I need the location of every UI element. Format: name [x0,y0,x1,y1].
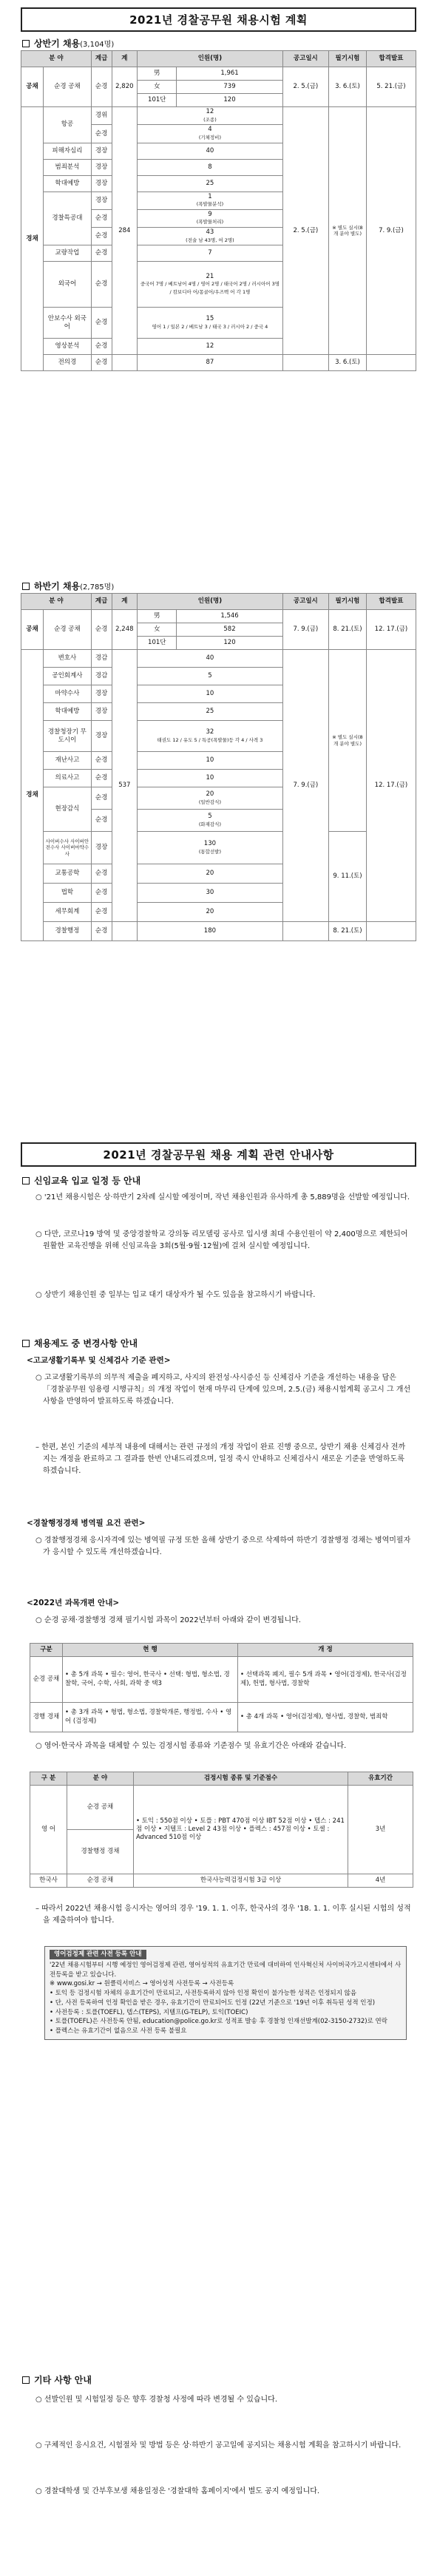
subject-cat: 경행 경채 [30,1703,63,1732]
career-rank: 경장 [91,685,112,703]
career-rank: 경장 [91,191,112,209]
notice-line: • 토플(TOEFL)은 사전등록 안됨, education@police.go.kr로 성적표 발송 후 경찰청 인재선발계(02-3150-2732)로 연락 [50,2018,387,2026]
career-rank: 경장 [91,703,112,721]
career-result: 12. 17.(금) [366,650,416,922]
career-count: 5 (화재감식) [138,810,282,832]
career-result-blank [366,922,416,941]
sec2-sub3-title: <2022년 과목개편 안내> [27,1599,120,1607]
public-rank: 순경 [91,67,112,107]
checkbox-icon [22,1177,30,1184]
career-rank: 순경 [91,864,112,884]
career-field: 영상분석 [44,339,92,355]
public-total: 2,820 [112,67,138,107]
career-count: 7 [138,245,282,262]
career-count: 20 [138,903,282,922]
career-field: 항공 [44,107,92,143]
sec2-heading: 채용제도 중 변경사항 안내 [22,1337,138,1349]
public-label: 공채 [21,610,44,650]
career-field: 교량작업 [44,245,92,262]
career-field: 학대예방 [44,703,92,721]
header-notice: 공고일시 [282,594,328,610]
header-total: 계 [112,51,138,67]
corps-count: 120 [177,637,282,650]
career-field: 현장감식 [44,787,92,832]
public-field: 순경 공채 [44,610,92,650]
career-field: 경찰특공대 [44,191,92,245]
career-rank: 경장 [91,159,112,175]
header-valid: 유효기간 [348,1772,413,1786]
notice-line: '22년 채용시험부터 시행 예정인 영어검정제 관련, 영어성적의 유효기간 만료에 대비하여 인사혁신처 사이버국가고시센터에서 사전등록을 받고 있습니다. [50,1961,402,1979]
public-exam: 3. 6.(토) [329,67,367,107]
career-rank: 순경 [91,922,112,941]
notice-line: • 사전등록 : 토플(TOEFL), 텝스(TEPS), 지텔프(G-TELP), 토익(TOEIC) [50,2008,248,2016]
public-field: 순경 공채 [44,67,92,107]
test-standard-table [30,1772,413,1888]
test-field: 경찰행정 경채 [67,1830,134,1874]
career-count: 9 (폭발물처리) [138,209,282,227]
career-count: 4 (기체정비) [138,125,282,143]
career-label: 경채 [21,650,44,941]
checkbox-icon [22,40,30,47]
notice-line: • 단, 사전 등록하여 인정 확인을 받은 경우, 유효기간이 만료되어도 인정 (22년 기준으로 '19년 이후 취득된 성적 인정) [50,1999,376,2007]
header-tests: 검정시험 종류 및 기준점수 [134,1772,348,1786]
subject-current: • 총 5개 과목 • 필수: 영어, 한국사 • 선택: 형법, 형소법, 경찰학, 국어, 수학, 사회, 과학 중 택3 [63,1657,238,1703]
public-notice: 2. 5.(금) [282,67,328,107]
public-label: 공채 [21,67,44,107]
first-half-heading: 상반기 채용(3,104명) [22,37,114,50]
career-count: 30 [138,884,282,903]
notice-line: • 토익 등 검정시험 자체의 유효기간이 만료되고, 사전등록하지 않아 인정 확인이 불가능한 성적은 인정되지 않음 [50,1990,357,1997]
female-count: 582 [177,623,282,637]
header-current: 현 행 [63,1644,238,1657]
public-total: 2,248 [112,610,138,650]
career-total-blank [112,355,138,371]
checkbox-icon [22,2376,30,2384]
career-count: 15 영어 1 / 일본 2 / 베트남 3 / 태국 3 / 러시아 2 / 중국 4 [138,308,282,339]
corps-count: 120 [177,94,282,107]
sec2-sub3-followup: – 따라서 2022년 채용시험 응시자는 영어의 경우 '19. 1. 1. 이후, 한국사의 경우 '18. 1. 1. 이후 실시된 시험의 성적을 제출하여야 합니다. [35,1905,411,1925]
subject-change-table [30,1643,413,1732]
career-rank: 경장 [91,832,112,864]
header-result: 합격발표 [366,51,416,67]
career-count: 12 (조종) [138,107,282,125]
test-valid: 4년 [348,1874,413,1888]
career-rank: 순경 [91,903,112,922]
career-field: 세무회계 [44,903,92,922]
career-count: 1 (폭발물분석) [138,191,282,209]
header-new: 개 정 [238,1644,413,1657]
checkbox-icon [22,583,30,590]
female-count: 739 [177,81,282,94]
male-label: 男 [138,610,177,623]
second-half-table [21,593,416,941]
test-field: 순경 공채 [67,1874,134,1888]
sec3-heading: 기타 사항 안내 [22,2373,92,2386]
sec1-item: ○ 다만, 코로나19 방역 및 중앙경찰학교 강의동 리모델링 공사로 입시생 최대 수용인원이 약 2,400명으로 제한되어 원활한 교육진행을 위해 신임교육을 3회(5월·9월·12월)에 걸쳐 실시할 예정입니다. [35,1230,408,1250]
career-count: 12 [138,339,282,355]
career-rank: 순경 [91,752,112,770]
career-rank: 경감 [91,668,112,685]
notice-line: • 플렉스는 유효기간이 없음으로 사전 등록 불필요 [50,2027,187,2035]
test-list: 한국사능력검정시험 3급 이상 [134,1874,348,1888]
sec2-sub3-intro: ○ 순경 공채·경찰행정 경채 필기시험 과목이 2022년부터 아래와 같이 변경됩니다. [35,1616,301,1624]
header-rank: 계급 [91,594,112,610]
sec1-item: ○ 상반기 채용인원 중 일부는 입교 대기 대상자가 될 수도 있음을 참고하시기 바랍니다. [35,1291,316,1299]
second-half-heading: 하반기 채용(2,785명) [22,580,114,592]
public-exam: 8. 21.(토) [329,610,367,650]
career-total: 284 [112,107,138,355]
header-field: 분 야 [21,51,92,67]
career-count: 20 [138,864,282,884]
career-rank: 순경 [91,770,112,787]
header-cat: 구분 [30,1644,63,1657]
public-result: 12. 17.(금) [366,610,416,650]
career-rank: 경장 [91,175,112,191]
career-field: 사이버수사 사이버안전수사 사이버마약수사 [44,832,92,864]
header-cat: 구 분 [30,1772,67,1786]
career-count: 40 [138,143,282,159]
male-count: 1,961 [177,67,282,81]
career-count: 25 [138,703,282,721]
corps-label: 101단 [138,637,177,650]
career-field: 학대예방 [44,175,92,191]
career-notice: 2. 5.(금) [282,107,328,355]
header-count: 인원(명) [138,51,282,67]
career-rank: 순경 [91,787,112,810]
career-field: 안보수사 외국어 [44,308,92,339]
public-notice: 7. 9.(금) [282,610,328,650]
career-exam: ※ 별도 실시(8개 분야 별도) [329,650,367,832]
career-rank: 순경 [91,355,112,371]
career-count: 87 [138,355,282,371]
female-label: 女 [138,623,177,637]
career-count: 40 [138,650,282,668]
career-field: 경찰행정 [44,922,92,941]
career-rank: 순경 [91,125,112,143]
sec2-sub1-title: <고교생활기록부 및 신체검사 기준 관련> [27,1356,171,1365]
first-half-table [21,50,416,371]
sec2-sub2-title: <경찰행정경채 병역필 요건 관련> [27,1519,146,1528]
subject-cat: 순경 공채 [30,1657,63,1703]
career-notice-blank [282,922,328,941]
career-count: 32 태권도 12 / 유도 5 / 특공(폭발물)등 각 4 / 사격 3 [138,721,282,752]
career-count: 20 (일반감식) [138,787,282,810]
career-count: 10 [138,685,282,703]
career-field: 공인회계사 [44,668,92,685]
public-rank: 순경 [91,610,112,650]
career-count: 180 [138,922,282,941]
notice-line: ※ www.gosi.kr → 원클릭서비스 → 영어성적 사전등록 → 사전등록 [50,1980,234,1988]
career-rank: 순경 [91,209,112,227]
sec1-item: ○ '21년 채용시험은 상·하반기 2차례 실시할 예정이며, 작년 채용인원과 유사하게 총 5,889명을 선발할 예정입니다. [35,1193,410,1201]
test-list: • 토익 : 550점 이상 • 토플 : PBT 470점 이상 IBT 52점 이상 • 텝스 : 241점 이상 • 지텔프 : Level 2 43점 이상 • 플렉스 : 457점 이상 • 토셀 : Advanced 510점 이상 [134,1786,348,1874]
career-label: 경채 [21,107,44,371]
career-count: 10 [138,752,282,770]
sec1-heading: 신임교육 입교 일정 등 안내 [22,1174,140,1187]
header-notice: 공고일시 [282,51,328,67]
career-exam: ※ 별도 실시(8개 분야 별도) [329,107,367,355]
career-count: 8 [138,159,282,175]
career-field: 법학 [44,884,92,903]
career-rank: 순경 [91,810,112,832]
test-field: 순경 공채 [67,1786,134,1830]
header-exam: 필기시험 [329,51,367,67]
career-rank: 순경 [91,339,112,355]
header-total: 계 [112,594,138,610]
header-result: 합격발표 [366,594,416,610]
sec2-sub1-item: ○ 고교생활기록부의 의무적 제출을 폐지하고, 사지의 완전성·사시증신 등 신체검사 기준을 개선하는 내용을 담은 「경찰공무원 임용령 시행규칙」의 개정 작업이 현재 마무리 단계에 있으며, 2.5.(금) 채용시험계획 공고시 그 개선사항을 반영하여 발표하도록 하겠습니다. [35,1374,411,1406]
english-register-notice [44,1946,407,2040]
subject-new: • 선택과목 폐지, 필수 5개 과목 • 영어(검정제), 한국사(검정제), 헌법, 형사법, 경찰학 [238,1657,413,1703]
sec3-item: ○ 선발인원 및 시험일정 등은 향후 경찰청 사정에 따라 변경될 수 있습니다. [35,2396,278,2404]
test-cat: 영 어 [30,1786,67,1874]
career-rank: 경장 [91,721,112,752]
career-count: 43 (전술 남 43명, 여 2명) [138,228,282,245]
career-rank: 경위 [91,107,112,125]
page1-title: 2021년 경찰공무원 채용시험 계획 [21,7,416,32]
sec2-sub2-item: ○ 경찰행정경채 응시자격에 있는 병역필 규정 또한 올해 상반기 중으로 삭제하여 하반기 경찰행정 경채는 병역미필자가 응시할 수 있도록 개선하겠습니다. [35,1536,411,1556]
sec2-sub1-item: – 한편, 본인 기준의 세부적 내용에 대해서는 관련 규정의 개정 작업이 완료 진행 중으로, 상반기 채용 신체검사 전까지는 개정을 완료하고 그 결과를 한번 안내드리겠으며, 일정 죽시 안내하고 신체검사시 새로운 기준을 반영하도록 하겠습니다. [35,1443,406,1475]
career-count: 21 중국어 7명 / 베트남어 4명 / 영어 2명 / 태국어 2명 / 러시아어 3명 / 캄보디아 어/몽골어/우즈벡 어 각 1명 [138,262,282,308]
career-total-blank [112,922,138,941]
career-rank: 순경 [91,262,112,308]
public-result: 5. 21.(금) [366,67,416,107]
notice-head: 영어검정제 관련 사전 등록 안내 [50,1950,146,1959]
career-last-exam: 8. 21.(토) [329,922,367,941]
header-exam: 필기시험 [329,594,367,610]
career-traffic-exam: 9. 11.(토) [329,832,367,922]
career-rank: 순경 [91,884,112,903]
career-field: 재난사고 [44,752,92,770]
career-count: 130 (통합선발) [138,832,282,864]
career-result-blank [366,355,416,371]
career-result: 7. 9.(금) [366,107,416,355]
male-label: 男 [138,67,177,81]
career-total: 537 [112,650,138,922]
career-notice-blank [282,355,328,371]
career-count: 25 [138,175,282,191]
career-rank: 경장 [91,143,112,159]
career-field: 피해자심리 [44,143,92,159]
career-field: 범죄분석 [44,159,92,175]
female-label: 女 [138,81,177,94]
career-rank: 순경 [91,245,112,262]
career-notice: 7. 9.(금) [282,650,328,922]
header-field: 분 야 [67,1772,134,1786]
career-field: 외국어 [44,262,92,308]
subject-current: • 총 3개 과목 • 형법, 형소법, 경찰학개론, 행정법, 수사 • 영어 (검정제) [63,1703,238,1732]
header-count: 인원(명) [138,594,282,610]
career-field: 전의경 [44,355,92,371]
career-rank: 순경 [91,308,112,339]
header-rank: 계급 [91,51,112,67]
career-field: 교통공학 [44,864,92,884]
career-count: 5 [138,668,282,685]
subject-new: • 총 4개 과목 • 영어(검정제), 형사법, 경찰학, 범죄학 [238,1703,413,1732]
career-field: 마약수사 [44,685,92,703]
career-field: 경찰청장기 무도시이 [44,721,92,752]
career-count: 10 [138,770,282,787]
test-cat: 한국사 [30,1874,67,1888]
career-last-exam: 3. 6.(토) [329,355,367,371]
career-rank: 경감 [91,650,112,668]
male-count: 1,546 [177,610,282,623]
sec2-sub3-note: ○ 영어·한국사 과목을 대체할 수 있는 검정시험 종류와 기준점수 및 유효기간은 아래와 같습니다. [35,1742,347,1750]
career-field: 변호사 [44,650,92,668]
header-field: 분 야 [21,594,92,610]
sec3-item: ○ 경찰대학생 및 간부후보생 채용일정은 '경찰대학 홈페이지'에서 별도 공지 예정입니다. [35,2487,320,2495]
page2-title: 2021년 경찰공무원 채용 계획 관련 안내사항 [21,1142,416,1167]
career-field: 의료사고 [44,770,92,787]
checkbox-icon [22,1340,30,1347]
career-rank: 순경 [91,228,112,245]
test-valid: 3년 [348,1786,413,1874]
sec3-item: ○ 구체적인 응시요건, 시험절차 및 방법 등은 상·하반기 공고일에 공지되는 채용시험 계획을 참고하시기 바랍니다. [35,2441,402,2450]
corps-label: 101단 [138,94,177,107]
